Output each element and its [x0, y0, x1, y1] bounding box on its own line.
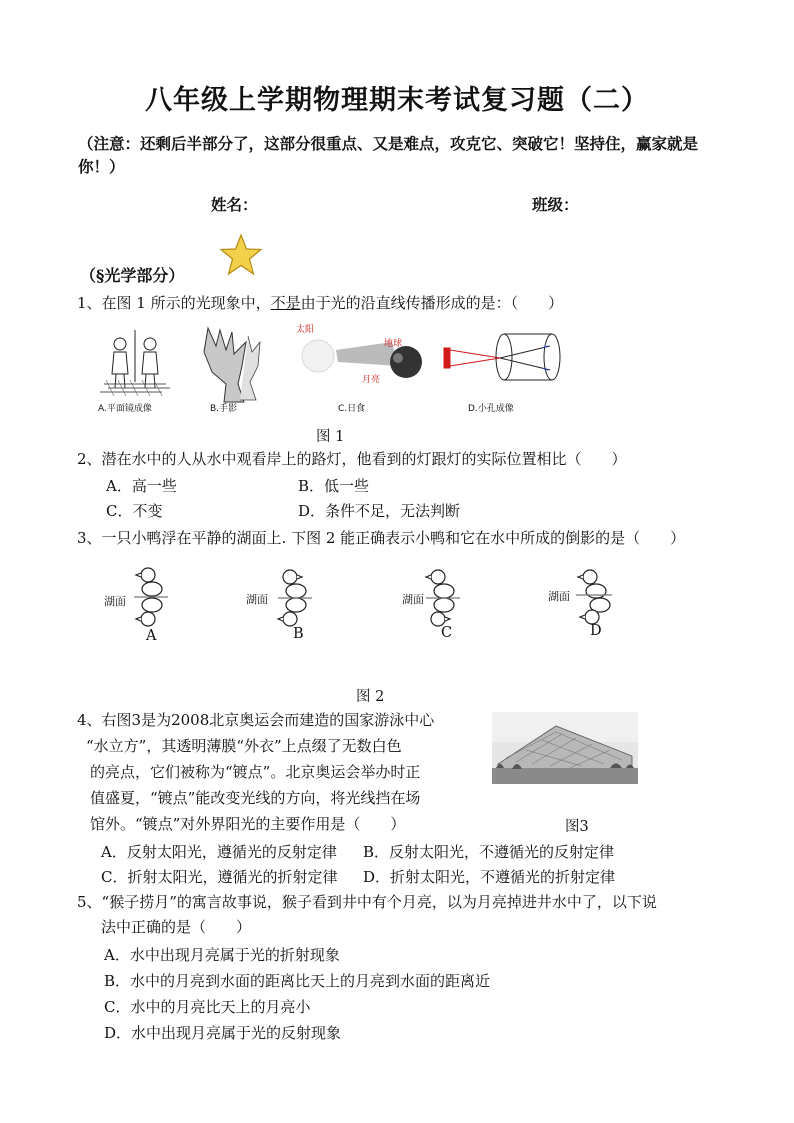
figure-2-letter-b: B [293, 626, 304, 642]
figure-1-d-caption: D.小孔成像 [468, 404, 514, 414]
question-1-emphasis: 不是 [270, 294, 301, 312]
question-2-option-a: A．高一些 [106, 477, 177, 495]
question-2: 2、潜在水中的人从水中观看岸上的路灯，他看到的灯跟灯的实际位置相比（ ） [77, 450, 627, 468]
page-title: 八年级上学期物理期末考试复习题（二） [145, 85, 649, 116]
figure-1-b-caption: B.手影 [210, 404, 238, 414]
duck-option-a [134, 568, 168, 626]
question-5-line-1: 5、“猴子捞月”的寓言故事说，猴子看到井中有个月亮，以为月亮掉进井水中了，以下说 [77, 893, 657, 911]
figure-1-c-sun-label: 太阳 [296, 325, 315, 335]
figure-1-label: 图 1 [316, 429, 345, 445]
figure-1-c-earth-label: 地球 [384, 339, 403, 349]
figure-1-b-hand-shadow [204, 328, 260, 402]
lake-label-a: 湖面 [104, 595, 126, 608]
figure-1-c-moon-label: 月亮 [362, 375, 381, 385]
question-4-option-a: A．反射太阳光，遵循光的反射定律 [101, 843, 337, 861]
question-4-line-1: 4、右图3是为2008北京奥运会而建造的国家游泳中心 [77, 711, 435, 729]
question-4-line-2: “水立方”，其透明薄膜“外衣”上点缀了无数白色 [86, 737, 402, 755]
figure-1-a-mirror-image [100, 330, 170, 396]
figure-3-water-cube-photo [492, 712, 638, 784]
question-4-option-d: D．折射太阳光，不遵循光的折射定律 [363, 868, 616, 886]
note-text: （注意：还剩后半部分了，这部分很重点、又是难点，攻克它、突破它！坚持住，赢家就是你！） [78, 134, 699, 176]
question-5-line-2: 法中正确的是（ ） [101, 918, 252, 936]
question-5-option-d: D．水中出现月亮属于光的反射现象 [104, 1024, 342, 1042]
figure-1-c-caption: C.日食 [338, 404, 366, 414]
question-1-suffix: 由于光的沿直线传播形成的是：（ ） [300, 294, 564, 312]
question-3: 3、一只小鸭浮在平静的湖面上. 下图 2 能正确表示小鸭和它在水中所成的倒影的是（ ） [77, 529, 686, 547]
figure-2-letter-a: A [146, 628, 157, 644]
question-2-option-d: D．条件不足，无法判断 [298, 502, 461, 520]
lake-label-d: 湖面 [548, 590, 570, 603]
duck-option-c [426, 570, 460, 626]
question-4-line-3: 的亮点，它们被称为“镀点”。北京奥运会举办时正 [90, 763, 421, 781]
figure-2-label: 图 2 [356, 689, 385, 705]
question-1-prefix: 1、在图 1 所示的光现象中， [77, 294, 271, 312]
name-label: 姓名： [211, 195, 258, 214]
lake-label-c: 湖面 [402, 593, 424, 606]
figure-3-label: 图3 [565, 819, 589, 835]
question-4-line-5: 馆外。“镀点”对外界阳光的主要作用是（ ） [90, 815, 406, 833]
star-icon [219, 233, 263, 277]
figure-1-d-pinhole [444, 334, 560, 380]
question-4-option-c: C．折射太阳光，遵循光的折射定律 [101, 868, 338, 886]
question-2-option-c: C．不变 [106, 502, 163, 520]
figure-2-ducks [100, 565, 640, 645]
duck-option-b [278, 570, 312, 626]
question-5-option-b: B．水中的月亮到水面的距离比天上的月亮到水面的距离近 [104, 972, 491, 990]
class-label: 班级： [532, 195, 579, 214]
lake-label-b: 湖面 [246, 593, 268, 606]
question-4-line-4: 值盛夏，“镀点”能改变光线的方向，将光线挡在场 [90, 789, 421, 807]
figure-2-letter-c: C [441, 625, 453, 641]
question-4-option-b: B．反射太阳光，不遵循光的反射定律 [363, 843, 615, 861]
question-5-option-a: A．水中出现月亮属于光的折射现象 [104, 946, 340, 964]
figure-1-a-caption: A.平面镜成像 [98, 404, 152, 414]
question-5-option-c: C．水中的月亮比天上的月亮小 [104, 998, 311, 1016]
figure-2-letter-d: D [590, 623, 602, 639]
question-2-option-b: B．低一些 [298, 477, 370, 495]
question-1 [77, 292, 563, 314]
section-label: （§光学部分） [80, 266, 185, 285]
duck-option-d [576, 570, 612, 624]
